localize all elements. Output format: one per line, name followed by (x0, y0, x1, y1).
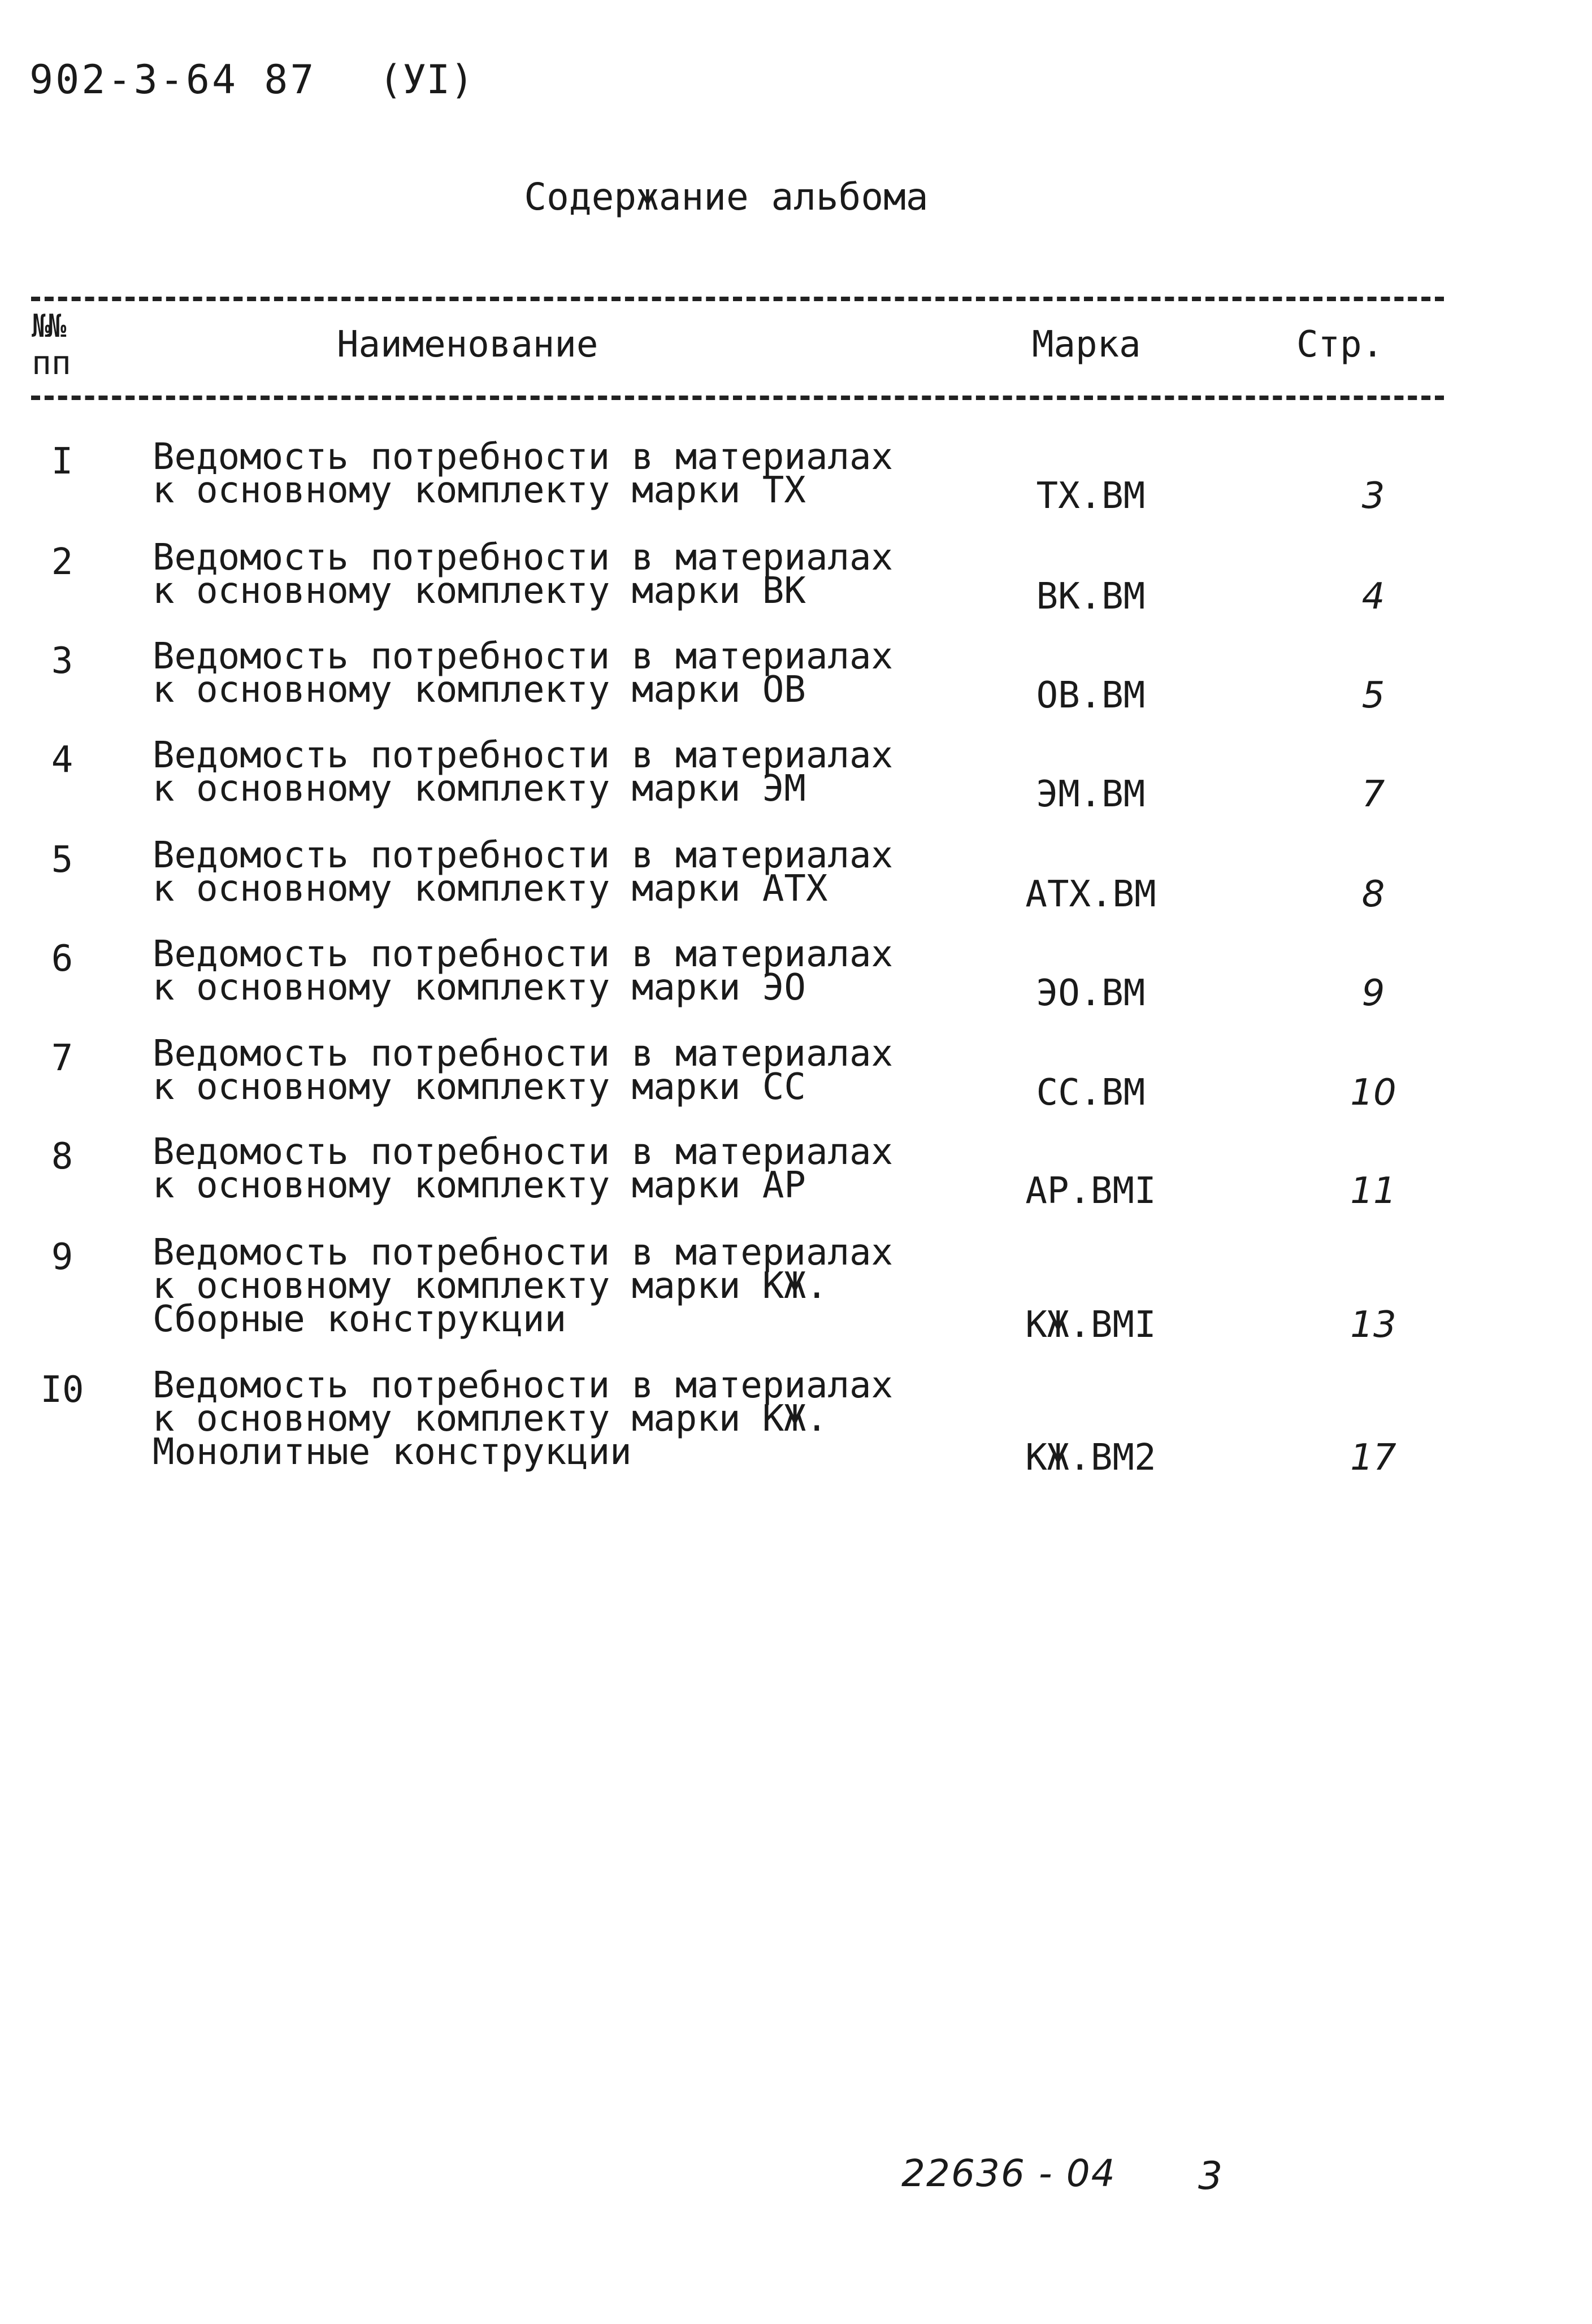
row-mark: ВК.ВМ (1036, 576, 1146, 618)
header-top-rule (31, 297, 1444, 301)
row-page: 10 (1350, 1072, 1396, 1114)
document-code: 902-3-64 87 (29, 57, 316, 103)
row-mark: КЖ.ВМI (1025, 1304, 1156, 1346)
row-number: 5 (51, 839, 73, 881)
row-page: 13 (1350, 1304, 1396, 1346)
page-title: Содержание альбома (524, 175, 929, 219)
row-mark: СС.ВМ (1036, 1072, 1146, 1114)
row-page: 9 (1361, 972, 1385, 1014)
row-name-line: Ведомость потребности в материалах (153, 1033, 893, 1075)
header-bottom-rule (31, 396, 1444, 400)
row-name-line: Монолитные конструкции (153, 1431, 632, 1473)
row-name-line: к основному комплекту марки ЭМ (153, 768, 806, 810)
row-name (153, 1131, 893, 1206)
row-name-line: Ведомость потребности в материалах (153, 537, 893, 579)
column-header-number-line2: пп (32, 344, 71, 382)
row-name-line: Ведомость потребности в материалах (153, 1232, 893, 1274)
row-name (153, 735, 893, 810)
row-number: I (51, 441, 73, 483)
column-header-mark: Марка (1032, 324, 1141, 366)
row-name-line: Ведомость потребности в материалах (153, 436, 893, 478)
row-name-line: Сборные конструкции (153, 1298, 567, 1340)
row-name-line: Ведомость потребности в материалах (153, 1365, 893, 1406)
row-number: 4 (51, 739, 73, 781)
row-page: 17 (1350, 1437, 1396, 1479)
row-page: 11 (1350, 1170, 1396, 1212)
row-mark: АТХ.ВМ (1025, 874, 1156, 915)
row-number: I0 (40, 1369, 84, 1411)
row-name (153, 436, 893, 511)
row-name (153, 1365, 893, 1473)
row-number: 6 (51, 938, 73, 980)
row-mark: ЭО.ВМ (1036, 972, 1146, 1014)
row-name (153, 537, 893, 612)
row-name-line: к основному комплекту марки ВК (153, 570, 806, 612)
inventory-number: 22636 - 04 (901, 2152, 1116, 2195)
row-page: 5 (1361, 675, 1385, 716)
row-name-line: Ведомость потребности в материалах (153, 933, 893, 975)
row-name-line: к основному комплекту марки АТХ (153, 868, 828, 910)
row-name-line: к основному комплекту марки ТХ (153, 470, 806, 511)
column-header-name: Наименование (337, 324, 598, 366)
row-number: 2 (51, 541, 73, 583)
row-name-line: к основному комплекту марки КЖ. (153, 1398, 828, 1440)
row-name-line: к основному комплекту марки СС (153, 1066, 806, 1108)
volume-number: (УI) (379, 57, 474, 103)
row-name-line: к основному комплекту марки ЭО (153, 967, 806, 1009)
row-number: 9 (51, 1236, 73, 1278)
row-name-line: к основному комплекту марки КЖ. (153, 1265, 828, 1307)
row-name-line: к основному комплекту марки АР (153, 1165, 806, 1206)
column-header-number-line1: №№ (32, 308, 63, 345)
row-name (153, 636, 893, 711)
row-name (153, 933, 893, 1009)
row-page: 8 (1361, 874, 1385, 915)
row-number: 7 (51, 1037, 73, 1079)
row-name (153, 835, 893, 910)
row-name (153, 1232, 893, 1340)
row-name-line: Ведомость потребности в материалах (153, 835, 893, 876)
row-mark: КЖ.ВМ2 (1025, 1437, 1156, 1479)
row-page: 4 (1361, 576, 1385, 618)
page-number: 3 (1198, 2154, 1223, 2199)
row-number: 8 (51, 1136, 73, 1178)
row-name-line: Ведомость потребности в материалах (153, 636, 893, 677)
row-page: 7 (1361, 774, 1385, 815)
row-mark: ЭМ.ВМ (1036, 774, 1146, 815)
row-name-line: к основному комплекту марки ОВ (153, 669, 806, 711)
column-header-page: Стр. (1296, 324, 1384, 366)
row-mark: АР.ВМI (1025, 1170, 1156, 1212)
row-name-line: Ведомость потребности в материалах (153, 1131, 893, 1173)
row-name-line: Ведомость потребности в материалах (153, 735, 893, 776)
row-mark: ОВ.ВМ (1036, 675, 1146, 716)
row-mark: ТХ.ВМ (1036, 475, 1146, 517)
row-page: 3 (1361, 475, 1385, 517)
row-number: 3 (51, 640, 73, 682)
row-name (153, 1033, 893, 1108)
